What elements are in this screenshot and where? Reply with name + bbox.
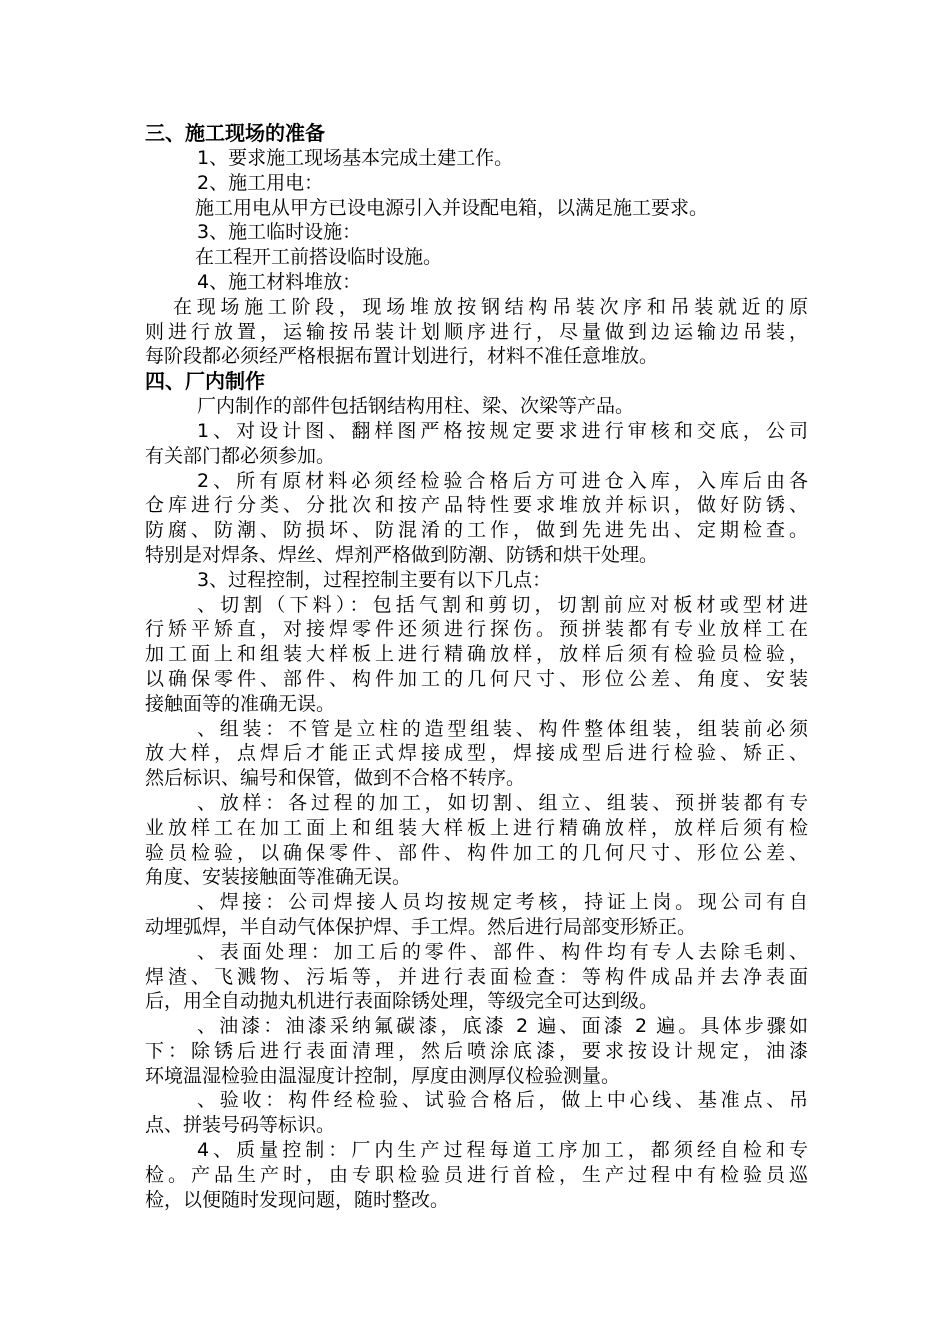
section-site-preparation bbox=[145, 121, 810, 369]
text-line bbox=[145, 1064, 810, 1089]
line-text: 检，以便随时发现问题，随时整改。 bbox=[145, 1188, 450, 1211]
text-line bbox=[145, 295, 810, 320]
line-text: 环境温湿检验由温湿度计控制，厚度由测厚仪检验测量。 bbox=[145, 1064, 621, 1087]
line-text: 检。产品生产时，由专职检验员进行首检，生产过程中有检验员巡 bbox=[145, 1163, 808, 1186]
text-line bbox=[145, 493, 810, 518]
text-line bbox=[145, 320, 810, 345]
text-line bbox=[145, 1088, 810, 1113]
line-text: 接触面等的准确无误。 bbox=[145, 692, 336, 715]
text-line bbox=[145, 989, 810, 1014]
text-line bbox=[145, 220, 810, 245]
text-line bbox=[145, 692, 810, 717]
text-line bbox=[145, 196, 810, 221]
text-line bbox=[145, 965, 810, 990]
line-text: 焊渣、飞溅物、污垢等，并进行表面检查：等构件成品并去净表面 bbox=[145, 965, 808, 988]
line-text: 后，用全自动抛丸机进行表面除锈处理，等级完全可达到级。 bbox=[145, 990, 659, 1013]
line-text: 、油漆：油漆采纳氟碳漆，底漆 2 遍、面漆 2 遍。具体步骤如 bbox=[197, 1015, 808, 1038]
line-text: 施工用电从甲方已设电源引入并设配电箱，以满足施工要求。 bbox=[195, 196, 709, 219]
line-text: 4、施工材料堆放： bbox=[197, 270, 362, 293]
line-text: 有关部门都必须参加。 bbox=[145, 444, 336, 467]
section-lines bbox=[145, 146, 810, 369]
line-text: 仓库进行分类、分批次和按产品特性要求堆放并标识，做好防锈、 bbox=[145, 494, 808, 517]
line-text: 2、施工用电： bbox=[197, 171, 324, 194]
text-line bbox=[145, 1188, 810, 1213]
line-text: 、表面处理：加工后的零件、部件、构件均有专人去除毛刺、 bbox=[197, 940, 808, 963]
text-line bbox=[145, 171, 810, 196]
line-text: 防腐、防潮、防损坏、防混淆的工作，做到先进先出、定期检查。 bbox=[145, 519, 808, 542]
document-body bbox=[145, 121, 810, 1212]
text-line bbox=[145, 841, 810, 866]
text-line bbox=[145, 419, 810, 444]
text-line bbox=[145, 245, 810, 270]
text-line bbox=[145, 593, 810, 618]
line-text: 行矫平矫直，对接焊零件还须进行探伤。预拼装都有专业放样工在 bbox=[145, 618, 808, 641]
text-line bbox=[145, 1113, 810, 1138]
text-line bbox=[145, 816, 810, 841]
text-line bbox=[145, 1014, 810, 1039]
line-text: 4、质量控制：厂内生产过程每道工序加工，都须经自检和专 bbox=[197, 1139, 808, 1162]
section-factory-fabrication bbox=[145, 369, 810, 1212]
text-line bbox=[145, 469, 810, 494]
text-line bbox=[145, 741, 810, 766]
section-heading: 三、施工现场的准备 bbox=[145, 121, 325, 145]
line-text: 业放样工在加工面上和组装大样板上进行精确放样，放样后须有检 bbox=[145, 816, 808, 839]
line-text: 、切割（下料）：包括气割和剪切，切割前应对板材或型材进 bbox=[197, 593, 808, 616]
line-text: 在现场施工阶段，现场堆放按钢结构吊装次序和吊装就近的原 bbox=[173, 295, 808, 318]
text-line bbox=[145, 344, 810, 369]
line-text: 在工程开工前搭设临时设施。 bbox=[195, 246, 443, 269]
line-text: 3、施工临时设施： bbox=[197, 221, 362, 244]
text-line bbox=[145, 1039, 810, 1064]
text-line bbox=[145, 617, 810, 642]
line-text: 3、过程控制，过程控制主要有以下几点： bbox=[197, 568, 552, 591]
text-line bbox=[145, 717, 810, 742]
section-lines bbox=[145, 394, 810, 1212]
line-text: 厂内制作的部件包括钢结构用柱、梁、次梁等产品。 bbox=[197, 395, 635, 418]
text-line bbox=[145, 518, 810, 543]
line-text: 、组装：不管是立柱的造型组装、构件整体组装，组装前必须 bbox=[197, 717, 808, 740]
text-line bbox=[145, 667, 810, 692]
line-text: 动埋弧焊，半自动气体保护焊、手工焊。然后进行局部变形矫正。 bbox=[145, 915, 697, 938]
line-text: 放大样，点焊后才能正式焊接成型，焊接成型后进行检验、矫正、 bbox=[145, 742, 808, 765]
line-text: 以确保零件、部件、构件加工的几何尺寸、形位公差、角度、安装 bbox=[145, 667, 808, 690]
text-line bbox=[145, 1138, 810, 1163]
line-text: 则进行放置，运输按吊装计划顺序进行，尽量做到边运输边吊装， bbox=[145, 320, 808, 343]
text-line bbox=[145, 1163, 810, 1188]
text-line bbox=[145, 444, 810, 469]
line-text: 点、拼装号码等标识。 bbox=[145, 1114, 336, 1137]
text-line bbox=[145, 915, 810, 940]
line-text: 1、要求施工现场基本完成土建工作。 bbox=[197, 147, 514, 169]
line-text: 特别是对焊条、焊丝、焊剂严格做到防潮、防锈和烘干处理。 bbox=[145, 543, 659, 566]
text-line bbox=[145, 146, 810, 171]
text-line bbox=[145, 568, 810, 593]
text-line bbox=[145, 270, 810, 295]
section-heading: 四、厂内制作 bbox=[145, 369, 265, 394]
text-line bbox=[145, 865, 810, 890]
text-line bbox=[145, 543, 810, 568]
text-line bbox=[145, 394, 810, 419]
line-text: 1、对设计图、翻样图严格按规定要求进行审核和交底，公司 bbox=[197, 419, 808, 442]
line-text: 角度、安装接触面等准确无误。 bbox=[145, 866, 412, 889]
line-text: 下：除锈后进行表面清理，然后喷涂底漆，要求按设计规定，油漆 bbox=[145, 1039, 808, 1062]
line-text: 、放样：各过程的加工，如切割、组立、组装、预拼装都有专 bbox=[197, 791, 808, 814]
text-line bbox=[145, 642, 810, 667]
line-text: 每阶段都必须经严格根据布置计划进行，材料不准任意堆放。 bbox=[145, 345, 659, 368]
text-line bbox=[145, 791, 810, 816]
text-line bbox=[145, 890, 810, 915]
text-line bbox=[145, 766, 810, 791]
line-text: 然后标识、编号和保管，做到不合格不转序。 bbox=[145, 767, 526, 790]
line-text: 、验收：构件经检验、试验合格后，做上中心线、基准点、吊 bbox=[197, 1089, 808, 1112]
text-line bbox=[145, 940, 810, 965]
line-text: 、焊接：公司焊接人员均按规定考核，持证上岗。现公司有自 bbox=[197, 891, 808, 914]
line-text: 加工面上和组装大样板上进行精确放样，放样后须有检验员检验， bbox=[145, 643, 808, 666]
line-text: 2、所有原材料必须经检验合格后方可进仓入库，入库后由各 bbox=[197, 469, 808, 492]
line-text: 验员检验，以确保零件、部件、构件加工的几何尺寸、形位公差、 bbox=[145, 841, 808, 864]
